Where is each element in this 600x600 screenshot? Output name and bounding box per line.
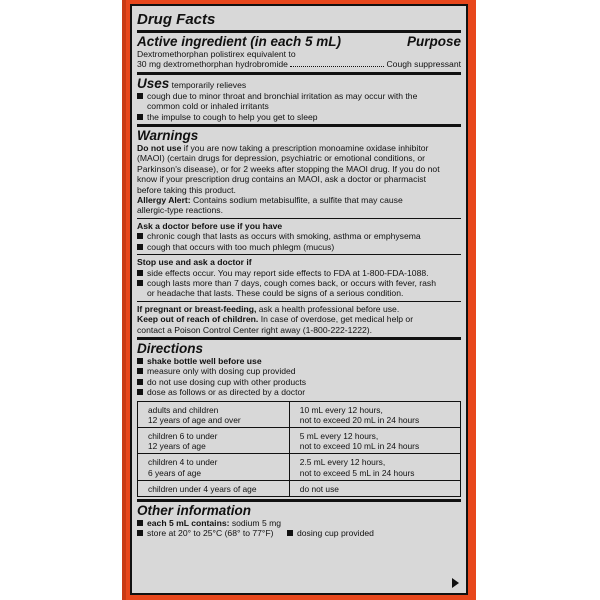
bullet-icon	[137, 233, 143, 239]
ask-doctor-item	[137, 231, 461, 241]
ask-doctor-header: Ask a doctor before use if you have	[137, 220, 283, 231]
stop-use-item-text: or headache that lasts. These could be signs of a serious condition.	[147, 288, 404, 299]
active-ingredient-line-1: Dextromethorphan polistirex equivalent to	[137, 49, 296, 59]
directions-item	[137, 366, 461, 376]
allergy-line: Contains sodium metabisulfite, a sulfite that may cause	[193, 195, 403, 206]
purpose-value: Cough suppressant	[386, 59, 461, 70]
directions-item	[137, 377, 461, 387]
active-ingredient-name: 30 mg dextromethorphan hydrobromide	[137, 59, 288, 70]
age-cell: children 4 to under 6 years of age	[138, 454, 290, 480]
directions-item-text: measure only with dosing cup provided	[147, 366, 296, 377]
table-row	[138, 401, 461, 427]
carton-edge	[122, 0, 126, 600]
other-information-header: Other information	[137, 502, 251, 518]
other-info-item	[137, 518, 461, 528]
other-info-row	[137, 528, 461, 538]
age-cell: children under 4 years of age	[138, 480, 290, 496]
uses-block	[137, 75, 461, 127]
ask-doctor-item-text: chronic cough that lasts as occurs with smoking, asthma or emphysema	[147, 231, 421, 242]
background-left	[0, 0, 122, 600]
age-cell: adults and children 12 years of age and over	[138, 401, 290, 427]
dose-cell: do not use	[289, 480, 460, 496]
do-not-use-line: (MAOI) (certain drugs for depression, psychiatric or emotional conditions, or	[137, 153, 426, 164]
uses-intro: temporarily relieves	[171, 79, 247, 90]
keep-out-body: contact a Poison Control Center right away (1-800-222-1222).	[137, 324, 373, 335]
pregnant-label: If pregnant or breast-feeding,	[137, 303, 257, 314]
directions-item-text: shake bottle well before use	[147, 355, 262, 366]
allergy-line: allergic-type reactions.	[137, 205, 223, 216]
table-row	[138, 454, 461, 480]
warnings-header: Warnings	[137, 128, 199, 144]
bullet-icon	[137, 280, 143, 286]
stop-use-item	[137, 278, 461, 299]
other-information-block	[137, 502, 461, 539]
active-ingredient-block	[137, 33, 461, 75]
uses-header: Uses	[137, 75, 170, 91]
dose-cell: 5 mL every 12 hours, not to exceed 10 mL in 24 hours	[289, 427, 460, 453]
table-row	[138, 427, 461, 453]
bullet-icon	[137, 530, 143, 536]
do-not-use-line: before taking this product.	[137, 184, 236, 195]
bullet-icon	[137, 379, 143, 385]
pregnant-text	[137, 304, 461, 314]
stop-use-item-text: cough lasts more than 7 days, cough comes back, or occurs with fever, rash	[147, 277, 436, 288]
other-info-item	[287, 528, 374, 538]
allergy-alert-text	[137, 195, 461, 216]
keep-out-body: In case of overdose, get medical help or	[260, 314, 414, 325]
directions-block	[137, 340, 461, 502]
drug-facts-title-block	[137, 10, 461, 33]
age-cell: children 6 to under 12 years of age	[138, 427, 290, 453]
do-not-use-line: know if your prescription drug contains an MAOI, ask a doctor or pharmacist	[137, 174, 426, 185]
uses-item-text: common cold or inhaled irritants	[147, 101, 269, 112]
uses-item	[137, 112, 461, 122]
pregnant-body: ask a health professional before use.	[258, 303, 400, 314]
bullet-icon	[137, 114, 143, 120]
ask-doctor-item	[137, 242, 461, 252]
directions-item	[137, 387, 461, 397]
sodium-label: each 5 mL contains:	[147, 517, 230, 528]
keep-out-label: Keep out of reach of children.	[137, 314, 259, 325]
bullet-icon	[137, 358, 143, 364]
background-right	[476, 0, 600, 600]
bullet-icon	[137, 244, 143, 250]
cup-text: dosing cup provided	[297, 528, 374, 539]
uses-item	[137, 91, 461, 112]
sodium-text: sodium 5 mg	[231, 517, 282, 528]
bullet-icon	[137, 389, 143, 395]
do-not-use-line: Parkinson's disease), or for 2 weeks after stopping the MAOI drug. If you do not	[137, 163, 440, 174]
drug-facts-title: Drug Facts	[137, 11, 216, 28]
purpose-header: Purpose	[406, 34, 461, 49]
other-info-item	[137, 528, 287, 538]
directions-item-text: dose as follows or as directed by a doctor	[147, 387, 306, 398]
directions-item	[137, 356, 461, 366]
active-ingredient-header: Active ingredient (in each 5 mL)	[137, 34, 342, 49]
stop-use-header: Stop use and ask a doctor if	[137, 257, 252, 268]
continue-arrow-icon	[452, 578, 459, 588]
uses-item-text: cough due to minor throat and bronchial irritation as may occur with the	[147, 90, 418, 101]
keep-out-text	[137, 314, 461, 335]
do-not-use-text	[137, 143, 461, 195]
warnings-block	[137, 127, 461, 340]
dose-cell: 2.5 mL every 12 hours, not to exceed 5 mL in 24 hours	[289, 454, 460, 480]
bullet-icon	[137, 520, 143, 526]
active-ingredient-line-2	[137, 59, 461, 69]
do-not-use-line: if you are now taking a prescription monoamine oxidase inhibitor	[183, 143, 429, 154]
directions-item-text: do not use dosing cup with other products	[147, 376, 307, 387]
bullet-icon	[137, 270, 143, 276]
allergy-alert-label: Allergy Alert:	[137, 195, 191, 206]
bullet-icon	[137, 368, 143, 374]
directions-header: Directions	[137, 340, 204, 356]
dot-leader	[290, 66, 385, 67]
storage-text: store at 20° to 25°C (68° to 77°F)	[147, 528, 274, 539]
dosage-table	[137, 401, 461, 497]
bullet-icon	[287, 530, 293, 536]
stop-use-item-text: side effects occur. You may report side effects to FDA at 1-800-FDA-1088.	[147, 267, 429, 278]
bullet-icon	[137, 93, 143, 99]
dose-cell: 10 mL every 12 hours, not to exceed 20 mL in 24 hours	[289, 401, 460, 427]
uses-item-text: the impulse to cough to help you get to sleep	[147, 111, 318, 122]
table-row	[138, 480, 461, 496]
stop-use-item	[137, 268, 461, 278]
do-not-use-label: Do not use	[137, 143, 182, 154]
drug-facts-panel	[130, 4, 468, 595]
ask-doctor-item-text: cough that occurs with too much phlegm (mucus)	[147, 241, 335, 252]
